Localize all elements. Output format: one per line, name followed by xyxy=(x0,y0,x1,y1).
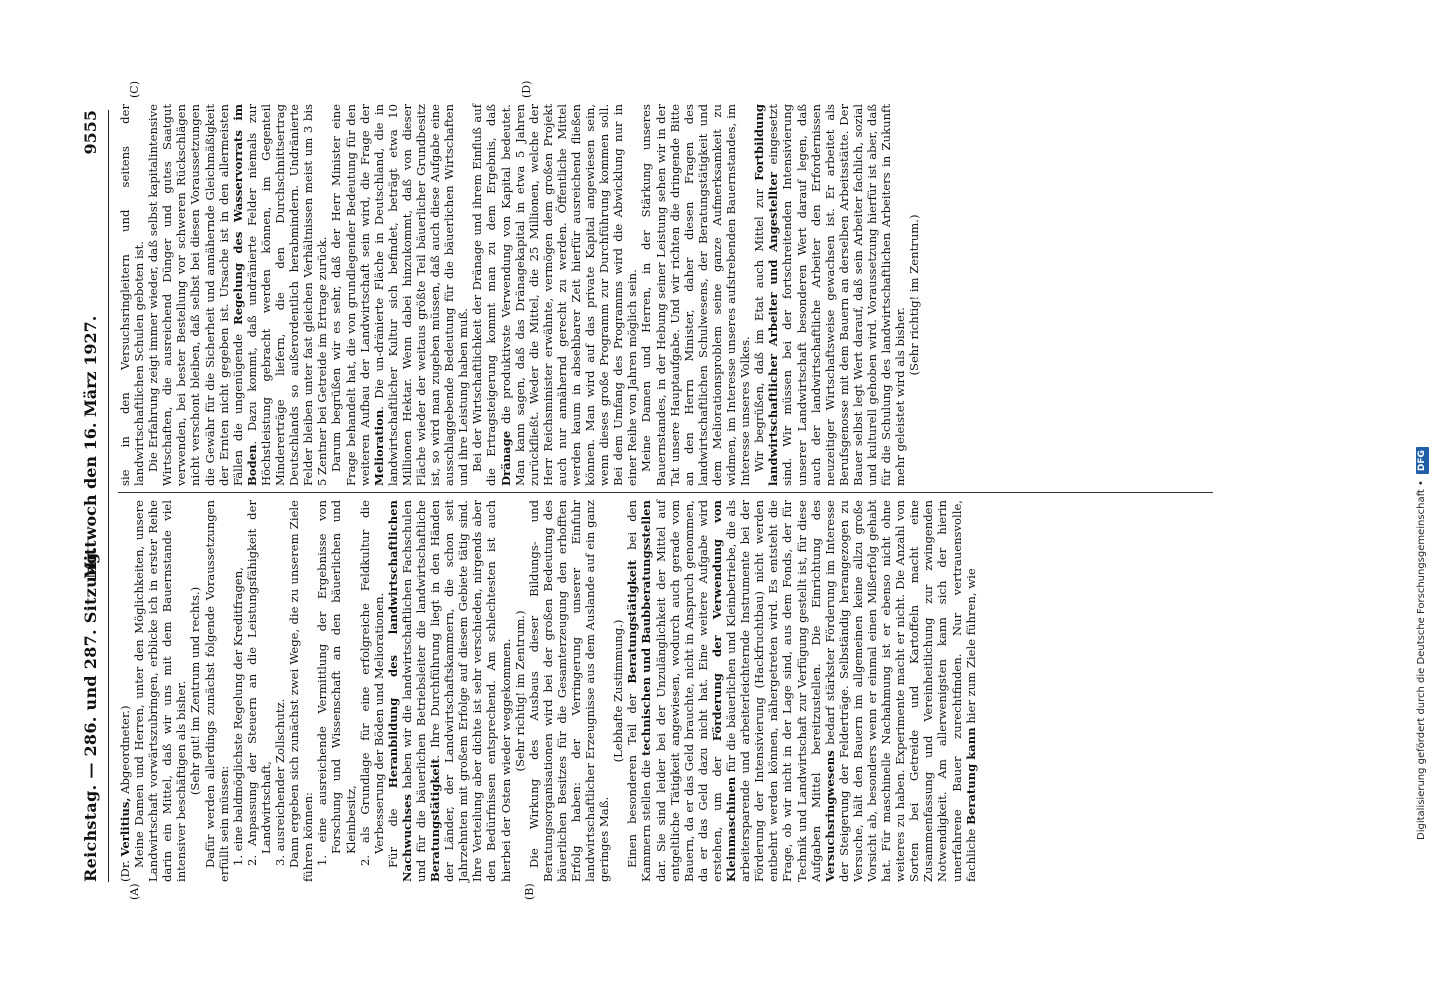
bold-run: Versuchsringwesens xyxy=(822,750,837,882)
bold-run: Heranbildung des landwirtschaftlichen Nachwuchses xyxy=(385,500,414,882)
text-run: hier zum Ziele führen, wie xyxy=(963,568,978,728)
speaker-line xyxy=(118,500,132,882)
bold-run: Melioration xyxy=(371,409,386,486)
text-run: die produktivste Verwendung von Kapital bedeutet. Man kann sagen, daß das Dränagekapital in etwa 5 Jahren zurückfließt. Weder die Mittel, die 25 Millionen, welche der Herr Reichsminister erwähnte, vermögen dem großen Projekt auch nur annähernd gerecht zu werden. Öffentliche Mittel werden kaum in absehbarer Zeit hierfür ausreichend fließen können. Man wird auf das private Kapital angewiesen sein, wenn dieses große Programm zur Durchführung kommen soll. Bei dem Umfang des Programms wird die Abwicklung nur in einer Reihe von Jahren möglich sein. xyxy=(498,104,640,486)
text-run: Wir begrüßen, daß im Etat auch Mittel zur xyxy=(752,180,767,472)
text-run: . Dazu kommt, daß undränierte Felder niemals zur Höchstleistung gebracht werden können, im Gegenteil Mindererträge liefern, die den Durchschnittsertrag Deutschlands so außerordentlich herabmindern. Undränierte Felder bleiben unter fast gleichen Verhältnissen meist um 3 bis 5 Zentner bei Getreide im Ertrage zurück. xyxy=(244,104,330,486)
header-date: Mittwoch den 16. März 1927. xyxy=(81,315,100,579)
text-run: für die bäuerlichen und Kleinbetriebe, die als arbeitersparende und arbeiterleichternde Instrumente bei der Förderung der Intensivierung (Hackfruchtbau) nicht werden entbehrt werden können, nähergetreten wird. Es entsteht die Frage, ob wir nicht in der Lage sind, aus dem Fonds, der für Technik und Landwirtschaft zur Verfügung gestellt ist, für diese Aufgaben Mittel bereitzustellen. Die Einrichtung des xyxy=(724,500,823,882)
text-run: Für die xyxy=(385,788,400,868)
list-item: 3. ausreichender Zollschutz. xyxy=(273,698,288,866)
dfg-logo: DFG xyxy=(1416,447,1429,474)
margin-mark-c: (C) xyxy=(128,81,141,98)
paragraph: Dafür werden allerdings zunächst folgende Voraussetzungen erfüllt sein müssen: xyxy=(202,500,231,882)
bold-run: Förderung der Verwendung von Kleinmaschinen xyxy=(709,500,739,882)
paragraph xyxy=(625,500,977,882)
paragraph: Meine Damen und Herren, unter den Möglichkeiten, unsere Landwirtschaft vorwärtszubringen, erblicke ich in erster Reihe darin ein Mittel, daß wir uns mit dem Bauernstande viel intensiver beschäftigen als bisher. xyxy=(132,500,189,882)
text-run: Die Erfahrung zeigt immer wieder, daß selbst kapitalintensive Wirtschaften, die ausreichend Dünger und gutes Saatgut verwenden, bei bester Bestellung vor schweren Rückschlägen nicht verschont bleiben, daß selbst bei diesen Voraussetzungen die Gewähr für die Sicherheit und annähernde Gleichmäßigkeit der Ernten nicht gegeben ist. Ursache ist in den allermeisten Fällen die ungenügende xyxy=(146,104,245,486)
bold-run: Regelung des Wasservorrats im Boden xyxy=(230,104,259,486)
bold-run: Beratungstätigkeit xyxy=(625,560,640,684)
text-run: eingesetzt sind. Wir müssen bei der fortschreitenden Intensivierung unserer Landwirtschaft besonderen Wert darauf legen, daß auch der landwirtschaftliche Arbeiter den Erfordernissen neuzeitiger Wirtschaftsweise gewachsen ist. Er arbeitet als Berufsgenosse mit dem Bauern an derselben Arbeitsstätte. Der Bauer selbst legt Wert darauf, daß sein Arbeiter fachlich, sozial und kulturell gehoben wird. Voraussetzung hierfür ist aber, daß für die Schulung des landwirtschaftlichen Arbeiters in Zukunft mehr geleistet wird als bisher. xyxy=(766,104,908,486)
bold-run: Beratung kann xyxy=(963,727,978,825)
text-run: . Die un-dränierte Fläche in Deutschland, die in landwirtschaftlicher Kultur sich befindet, beträgt etwa 10 Millionen Hektar. Wenn dabei hinzukommt, daß von dieser Fläche wieder der weitaus größte Teil bäuerlicher Grundbesitz ist, so wird man zugeben müssen, daß auch diese Aufgabe eine ausschlaggebende Bedeutung für die bäuerlichen Wirtschaften und ihre Leistung haben muß. xyxy=(371,104,471,486)
bold-run: Beratungstätigkeit xyxy=(428,758,443,882)
left-column xyxy=(118,500,978,882)
text-run: Bei der Wirtschaftlichkeit der Dränage und ihrem Einfluß auf die Ertragsteigerung kommt man zu dem Ergebnis, daß xyxy=(470,104,499,486)
text-run: . Ihre Durchführung liegt in den Händen der Länder, der Landwirtschaftskammern, die schon seit Jahrzehnten mit großem Erfolge auf diesem Gebiete tätig sind. Ihre Verteilung aber dichte ist sehr verschieden, nirgends aber den Bedürfnissen entsprechend. Am schlechtesten ist auch hierbei der Osten wieder weggekommen. xyxy=(428,500,513,882)
interjection: (Lebhafte Zustimmung.) xyxy=(611,619,626,763)
bold-run: Fortbildung landwirtschaftlicher Arbeiter und Angestellter xyxy=(752,104,781,486)
bold-run: technischen und Baubberatungsstellen xyxy=(639,500,654,756)
interjection: (Sehr richtig! im Zentrum.) xyxy=(512,610,527,772)
digitization-credit xyxy=(1414,20,1430,840)
interjection: (Sehr gut! im Zentrum und rechts.) xyxy=(188,586,203,796)
list-item: 2. Anpassung der Steuern an die Leistungsfähigkeit der Landwirtschaft, xyxy=(244,500,273,866)
paragraph xyxy=(470,104,639,486)
paragraph: Dann ergeben sich zunächst zwei Wege, die zu unserem Ziele führen können: xyxy=(287,500,316,882)
page-number: 9555 xyxy=(81,110,100,155)
header-rule xyxy=(108,110,109,882)
text-run: Darum begrüßen wir es sehr, daß der Herr Minister eine Frage behandelt hat, die von grundlegender Bedeutung für den weiteren Aufbau der Landwirtschaft sein wird, die Frage der xyxy=(329,104,372,486)
speaker-lead: (Dr. xyxy=(118,856,132,882)
column-divider xyxy=(118,492,1213,493)
margin-mark-d: (D) xyxy=(520,80,533,98)
credit-text: Digitalisierung gefördert durch die Deutsche Forschungsgemeinschaft • xyxy=(1416,480,1427,840)
header-right xyxy=(78,110,104,579)
list-item: 2. als Grundlage für eine erfolgreiche Feldkultur die Verbesserung der Böden und Meliorationen. xyxy=(357,500,386,866)
paragraph xyxy=(752,104,907,486)
paragraph: Die Wirkung des Ausbaus dieser Bildungs- und Beratungsorganisationen wird bei der großen Bedeutung des bäuerlichen Besitzes für die Gesamterzeugung den erhofften Erfolg haben: der Verringerung unserer Einfuhr landwirtschaftlicher Erzeugnisse aus dem Auslande auf ein ganz geringes Maß. xyxy=(526,500,612,882)
text-run: bedarf stärkster Förderung im Interesse der Steigerung der Felderträge. Selbständig herangezogen zu Versuche, hält den Bauern im allgemeinen keine allzu große Vorsicht ab, besonders wenn er einmal einen Mißerfolg gehabt hat. Für maschinelle Nachahmung ist er ebenso nicht ohne weiteres zu haben. Experimente macht er nicht. Die Anzahl von Sorten bei Getreide und Kartoffeln macht eine Zusammenfassung und Vereinheitlichung zur zwingenden Notwendigkeit. Am allerwenigsten kann sich der hierin unerfahrene Bauer zurechtfinden. Nur vertrauensvolle, fachliche xyxy=(822,500,978,882)
header-left: Reichstag. — 286. und 287. Sitzung. xyxy=(81,546,100,882)
text-run: haben wir die landwirtschaftlichen Fachschulen und für die bäuerlichen Betriebsleiter die landwirtschaftliche xyxy=(399,500,428,882)
speaker-name: Verlitius, xyxy=(118,797,132,857)
bold-run: Dränage xyxy=(498,430,513,486)
running-head xyxy=(78,110,104,882)
interjection: (Sehr richtig! im Zentrum.) xyxy=(907,214,922,376)
paragraph: Meine Damen und Herren, in der Stärkung unseres Bauernstandes, in der Hebung seiner Leistung sehen wir in der Tat unsere Hauptaufgabe. Und wir richten die dringende Bitte an den Herrn Minister, daher diesen Fragen des landwirtschaftlichen Schulwesens, der Beratungstätigkeit und dem Meliorationsproblem seine ganze Aufmerksamkeit zu widmen, im Interesse unseres aufstrebenden Bauernstandes, im Interesse unseres Volkes. xyxy=(639,104,753,486)
margin-mark-b: (B) xyxy=(523,883,536,900)
right-column xyxy=(118,104,921,486)
list-item: 1. eine ausreichende Vermittlung der Ergebnisse von Forschung und Wissenschaft an den bäuerlichen und Kleinbesitz, xyxy=(315,500,358,866)
paragraph xyxy=(386,500,513,882)
margin-mark-a: (A) xyxy=(128,883,141,900)
credit-text-row xyxy=(1414,20,1430,840)
paragraph: sie in den Versuchsringleitern und seitens der landwirtschaftlichen Schulen geboten ist. xyxy=(118,104,147,486)
paragraph xyxy=(146,104,329,486)
speaker-role: Abgeordneter.) xyxy=(118,705,132,798)
paragraph xyxy=(329,104,470,486)
list-item: 1. eine baldmöglichste Regelung der Kreditfragen, xyxy=(230,567,245,866)
text-run: dar. Sie sind leider bei der Unzulänglichkeit der Mittel auf entgeltliche Tätigkeit angewiesen, wodurch auch gerade vom Bauern, da er das Geld brauchte, nicht in Anspruch genommen, da er das Geld dazu nicht hat. Eine weitere Aufgabe wird erstehen, um der xyxy=(653,500,724,882)
text-run: bei den Kammern stellen die xyxy=(625,500,654,882)
text-run: Einen besonderen Teil der xyxy=(625,683,640,868)
